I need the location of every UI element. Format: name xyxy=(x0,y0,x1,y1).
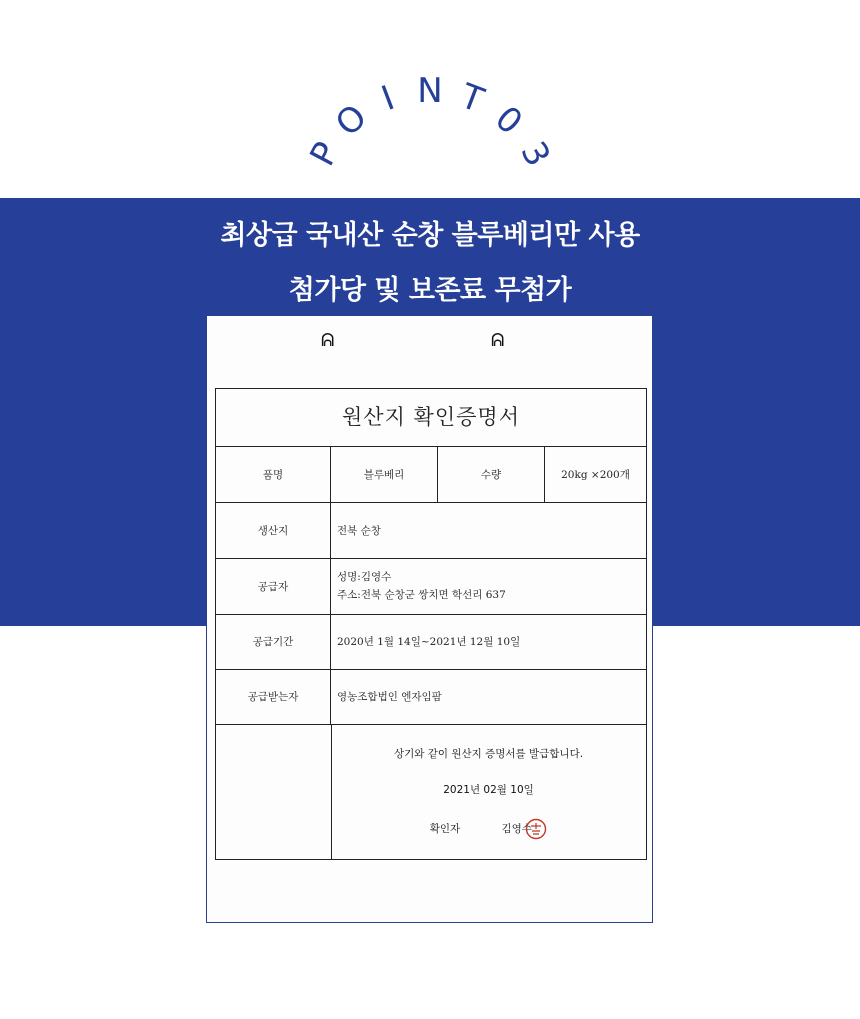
row-label: 공급기간 xyxy=(216,614,331,669)
row-label: 생산지 xyxy=(216,502,331,558)
headline-line-1: 최상급 국내산 순창 블루베리만 사용 xyxy=(220,220,640,251)
confirmer-label: 확인자 xyxy=(429,823,461,835)
issue-date: 2021년 02월 10일 xyxy=(443,784,534,796)
table-row xyxy=(216,614,646,670)
supplier-name: 성명:김영수 xyxy=(337,571,392,583)
row-value: 블루베리 xyxy=(331,446,438,502)
binder-hole-right: ᕱ xyxy=(491,330,505,351)
row-value: 영농조합법인 엔자임팜 xyxy=(337,691,442,703)
row-label: 공급받는자 xyxy=(216,669,331,724)
row-extra-label: 수량 xyxy=(438,446,545,502)
certificate-title: 원산지 확인증명서 xyxy=(216,389,646,447)
point03-badge xyxy=(0,0,860,200)
badge-letter: P xyxy=(302,135,348,173)
row-value: 2020년 1월 14일~2021년 12월 10일 xyxy=(337,636,521,648)
badge-letter: T xyxy=(455,76,489,121)
badge-letter: 3 xyxy=(512,135,558,174)
badge-letter: I xyxy=(376,78,400,120)
headline-line-2: 첨가당 및 보존료 무첨가 xyxy=(288,275,572,306)
certificate-photo xyxy=(207,316,652,922)
table-row xyxy=(216,669,646,725)
table-row xyxy=(216,502,646,559)
badge-letter: O xyxy=(328,96,375,145)
binder-hole-left: ᕱ xyxy=(321,330,335,351)
footer-empty-cell xyxy=(216,724,332,859)
row-label: 공급자 xyxy=(216,558,331,614)
badge-letter: N xyxy=(417,71,443,111)
row-value: 전북 순창 xyxy=(337,524,381,537)
issuance-statement: 상기와 같이 원산지 증명서를 발급합니다. xyxy=(393,748,584,760)
table-row xyxy=(216,446,646,503)
red-seal-stamp xyxy=(525,818,547,840)
badge-letter: 0 xyxy=(487,98,530,143)
row-extra-value: 20kg ×200개 xyxy=(561,468,630,481)
row-label: 품명 xyxy=(216,446,331,502)
supplier-address: 주소:전북 순창군 쌍치면 학선리 637 xyxy=(337,589,506,601)
confirmer-name: 김영수 xyxy=(501,823,532,835)
table-row xyxy=(216,558,646,615)
origin-certificate xyxy=(215,388,647,860)
